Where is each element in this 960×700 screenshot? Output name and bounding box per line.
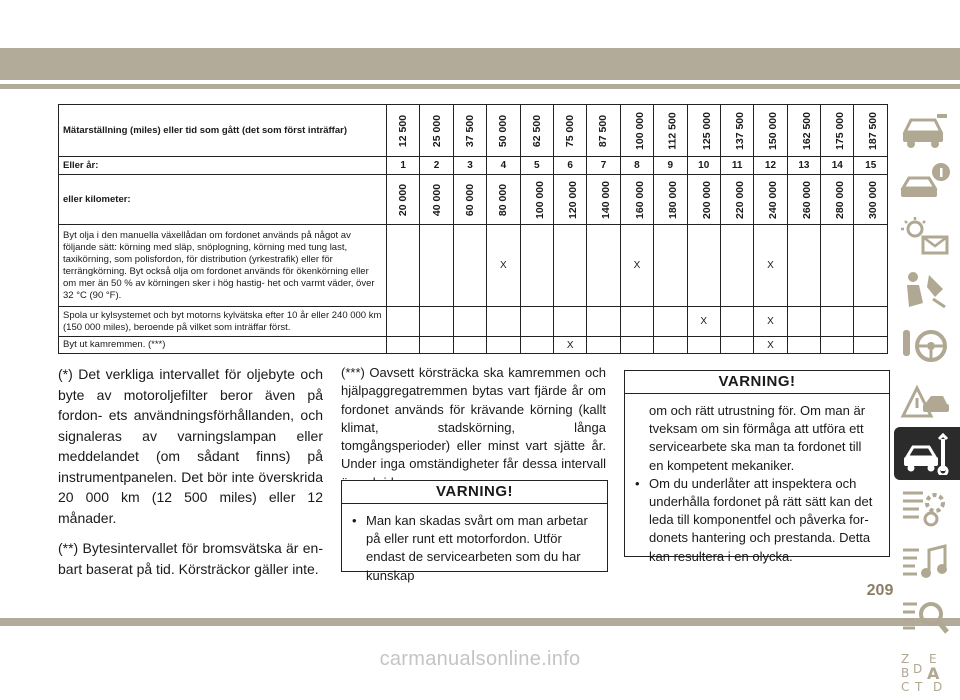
- km-value: 300 000: [867, 180, 880, 219]
- interval-mark-cell: [720, 307, 753, 337]
- miles-cell: [754, 105, 787, 157]
- miles-value: 125 000: [700, 111, 713, 150]
- interval-mark-cell: [453, 307, 486, 337]
- chapter-tab-specifications-gears[interactable]: [890, 482, 960, 535]
- interval-mark-cell: [520, 225, 553, 307]
- km-value: 40 000: [430, 183, 443, 216]
- km-cell: [453, 175, 486, 225]
- km-cell: [553, 175, 586, 225]
- chapter-tab-dashboard-lights[interactable]: [890, 209, 960, 262]
- interval-mark-cell: [720, 225, 753, 307]
- interval-mark-cell: [821, 225, 854, 307]
- table-year-row: [59, 157, 888, 175]
- interval-mark-cell: [720, 337, 753, 354]
- warning-title: VARNING!: [342, 481, 607, 504]
- km-value: 180 000: [667, 180, 680, 219]
- header-label: Mätarställning (miles) eller tid som gått (det som först inträffar): [59, 105, 387, 157]
- top-decor-band: [0, 48, 960, 80]
- km-value: 280 000: [834, 180, 847, 219]
- km-value: 260 000: [800, 180, 813, 219]
- interval-mark-cell: X: [754, 225, 787, 307]
- miles-cell: [654, 105, 687, 157]
- km-value: 200 000: [700, 180, 713, 219]
- km-cell: [821, 175, 854, 225]
- year-cell: 6: [553, 157, 586, 175]
- miles-value: 137 500: [733, 111, 746, 150]
- miles-value: 87 500: [597, 114, 610, 147]
- km-value: 60 000: [463, 183, 476, 216]
- miles-cell: [854, 105, 888, 157]
- table-row: [59, 337, 888, 354]
- svg-text:E: E: [929, 651, 937, 666]
- interval-mark-cell: [520, 337, 553, 354]
- year-cell: 13: [787, 157, 820, 175]
- interval-mark-cell: X: [754, 337, 787, 354]
- interval-mark-cell: [654, 225, 687, 307]
- year-label: Eller år:: [59, 157, 387, 175]
- svg-text:T: T: [915, 679, 923, 693]
- interval-mark-cell: [620, 307, 653, 337]
- top-decor-line: [0, 84, 960, 89]
- specifications-gears-icon: [899, 487, 951, 529]
- interval-mark-cell: [520, 307, 553, 337]
- interval-mark-cell: [553, 307, 586, 337]
- interval-mark-cell: [821, 337, 854, 354]
- interval-mark-cell: X: [487, 225, 520, 307]
- km-value: 20 000: [397, 183, 410, 216]
- km-cell: [654, 175, 687, 225]
- miles-value: 150 000: [767, 111, 780, 150]
- miles-cell: [587, 105, 620, 157]
- km-value: 240 000: [767, 180, 780, 219]
- year-cell: 4: [487, 157, 520, 175]
- miles-cell: [520, 105, 553, 157]
- interval-mark-cell: [854, 337, 888, 354]
- bullet-dot: •: [635, 475, 640, 491]
- interval-mark-cell: [553, 225, 586, 307]
- car-key-icon: [899, 106, 951, 148]
- year-cell: 2: [420, 157, 453, 175]
- interval-mark-cell: [654, 307, 687, 337]
- warning-bullet-text: Om du underlåter att inspektera och underhålla fordonet på rätt sätt kan det leda till komponentfel och påverka for- donets hantering och prestanda. Detta kan resultera i en olycka.: [649, 475, 873, 564]
- svg-text:A: A: [927, 663, 940, 683]
- interval-mark-cell: [587, 307, 620, 337]
- km-cell: [687, 175, 720, 225]
- index-search-icon: [899, 596, 951, 638]
- interval-mark-cell: [453, 225, 486, 307]
- interval-mark-cell: [821, 307, 854, 337]
- task-label: Byt olja i den manuella växellådan om fordonet används på något av följande sätt: körning med släp, snöplogning, körning med tung last, taxikörning, som polisfordon, för distribution (yrkestrafik) eller för terrängkörning. Byt också olja om fordonet används för ökenkörning eller om mer än 50 % av körningen sker i hög hastig- het och varmt väder, över 32 °C (90 °F).: [59, 225, 387, 307]
- miles-value: 62 500: [530, 114, 543, 147]
- km-cell: [854, 175, 888, 225]
- task-label: Byt ut kamremmen. (***): [59, 337, 387, 354]
- seatbelt-airbag-icon: [899, 269, 951, 311]
- miles-cell: [453, 105, 486, 157]
- km-cell: [587, 175, 620, 225]
- interval-mark-cell: [587, 225, 620, 307]
- miles-cell: [420, 105, 453, 157]
- year-cell: 15: [854, 157, 888, 175]
- warning-box-1: [341, 480, 608, 583]
- miles-cell: [787, 105, 820, 157]
- year-cell: 7: [587, 157, 620, 175]
- dashboard-lights-icon: [899, 215, 951, 257]
- chapter-tab-car-info[interactable]: [890, 155, 960, 208]
- km-cell: [720, 175, 753, 225]
- warning-bullet: [352, 512, 597, 585]
- miles-cell: [487, 105, 520, 157]
- watermark: carmanualsonline.info: [379, 648, 581, 670]
- km-value: 120 000: [566, 180, 579, 219]
- warning-title: VARNING!: [625, 371, 889, 394]
- year-cell: 9: [654, 157, 687, 175]
- interval-mark-cell: [387, 307, 420, 337]
- interval-mark-cell: X: [553, 337, 586, 354]
- interval-mark-cell: [420, 337, 453, 354]
- multimedia-music-icon: [899, 542, 951, 584]
- interval-mark-cell: X: [687, 307, 720, 337]
- year-cell: 12: [754, 157, 787, 175]
- warning-box-2: [624, 370, 890, 564]
- miles-value: 75 000: [564, 114, 577, 147]
- miles-value: 12 500: [397, 114, 410, 147]
- miles-value: 162 500: [800, 111, 813, 150]
- km-value: 160 000: [633, 180, 646, 219]
- interval-mark-cell: [420, 225, 453, 307]
- miles-cell: [620, 105, 653, 157]
- interval-mark-cell: [687, 225, 720, 307]
- km-label: eller kilometer:: [59, 175, 387, 225]
- service-car-wrench-icon: [901, 433, 953, 475]
- interval-mark-cell: [654, 337, 687, 354]
- svg-text:Z: Z: [901, 651, 910, 666]
- car-info-icon: [899, 160, 951, 202]
- miles-value: 112 500: [666, 111, 679, 150]
- chapter-tab-emergency-triangle[interactable]: [890, 373, 960, 426]
- svg-text:C: C: [901, 679, 910, 693]
- year-cell: 14: [821, 157, 854, 175]
- footnotes-middle-column: [341, 364, 606, 492]
- interval-mark-cell: [387, 337, 420, 354]
- interval-mark-cell: X: [620, 225, 653, 307]
- emergency-triangle-icon: [899, 378, 951, 420]
- km-cell: [420, 175, 453, 225]
- km-cell: [754, 175, 787, 225]
- year-cell: 1: [387, 157, 420, 175]
- starting-driving-icon: [899, 324, 951, 366]
- interval-mark-cell: [487, 307, 520, 337]
- interval-mark-cell: X: [754, 307, 787, 337]
- interval-mark-cell: [487, 337, 520, 354]
- year-cell: 8: [620, 157, 653, 175]
- chapter-tab-seatbelt-airbag[interactable]: [890, 264, 960, 317]
- year-cell: 5: [520, 157, 553, 175]
- year-cell: 10: [687, 157, 720, 175]
- miles-value: 175 000: [834, 111, 847, 150]
- interval-mark-cell: [787, 307, 820, 337]
- miles-value: 187 500: [867, 111, 880, 150]
- svg-text:B: B: [901, 665, 910, 680]
- chapter-tab-sidebar: [890, 100, 960, 700]
- miles-cell: [720, 105, 753, 157]
- km-cell: [620, 175, 653, 225]
- interval-mark-cell: [420, 307, 453, 337]
- footnote-brake-fluid: (**) Bytesintervallet för bromsvätska är en- bart baserat på tid. Körsträckor gäller inte.: [58, 540, 323, 577]
- svg-text:D: D: [913, 661, 923, 676]
- chapter-tab-starting-driving[interactable]: [890, 318, 960, 371]
- km-cell: [387, 175, 420, 225]
- interval-mark-cell: [387, 225, 420, 307]
- km-value: 100 000: [533, 180, 546, 219]
- miles-value: 25 000: [430, 114, 443, 147]
- km-value: 140 000: [600, 180, 613, 219]
- table-km-row: [59, 175, 888, 225]
- warning-bullet-text: Man kan skadas svårt om man arbetar på eller runt ett motorfordon. Utför endast de servicearbeten som du har kunskap: [366, 513, 588, 583]
- km-value: 220 000: [733, 180, 746, 219]
- interval-mark-cell: [687, 337, 720, 354]
- km-cell: [520, 175, 553, 225]
- miles-cell: [553, 105, 586, 157]
- table-row: [59, 307, 888, 337]
- km-value: 80 000: [497, 183, 510, 216]
- table-header-row: [59, 105, 888, 157]
- year-cell: 11: [720, 157, 753, 175]
- interval-mark-cell: [587, 337, 620, 354]
- year-cell: 3: [453, 157, 486, 175]
- miles-value: 50 000: [497, 114, 510, 147]
- warning-continued-text: om och rätt utrustning för. Om man är tveksam om sin förmåga att utföra ett servicearbete ska man ta fordonet till en kompetent mekaniker.: [649, 403, 866, 473]
- interval-mark-cell: [453, 337, 486, 354]
- interval-mark-cell: [787, 225, 820, 307]
- page-number: 209: [866, 582, 894, 599]
- interval-mark-cell: [854, 225, 888, 307]
- bullet-dot: •: [352, 513, 357, 528]
- miles-cell: [687, 105, 720, 157]
- bottom-decor-band: [0, 618, 960, 626]
- km-cell: [487, 175, 520, 225]
- chapter-tab-car-key[interactable]: [890, 100, 960, 153]
- svg-text:D: D: [933, 679, 943, 693]
- footnote-oil-change: (*) Det verkliga intervallet för oljebyte och byte av motoroljefilter beror även på fordon- ets användningsförhållanden, och signaleras av varningslampan eller meddelandet (om sådant finns) på instrumentpanelen. Det bör inte överskrida 20 000 km (12 500 miles) eller 12 månader.: [58, 366, 323, 526]
- interval-mark-cell: [787, 337, 820, 354]
- maintenance-schedule-table: [58, 104, 888, 354]
- table-row: [59, 225, 888, 307]
- km-cell: [787, 175, 820, 225]
- miles-cell: [387, 105, 420, 157]
- chapter-tab-service-car-wrench[interactable]: [894, 427, 960, 480]
- interval-mark-cell: [620, 337, 653, 354]
- interval-mark-cell: [854, 307, 888, 337]
- footnotes-left-column: [58, 364, 323, 589]
- warning-bullet: [635, 475, 879, 566]
- miles-cell: [821, 105, 854, 157]
- task-label: Spola ur kylsystemet och byt motorns kylvätska efter 10 år eller 240 000 km (150 000 miles), beroende på vilket som inträffar först.: [59, 307, 387, 337]
- miles-value: 100 000: [633, 111, 646, 150]
- miles-value: 37 500: [463, 114, 476, 147]
- footnote-timing-belt: (***) Oavsett körsträcka ska kamremmen och hjälpaggregatremmen bytas vart fjärde år om fordonet används för krävande körning (kallt klimat, stadskörning, långa tomgångsperioder) eller minst vart sjätte år. Under inga omständigheter får dessa intervall: [341, 365, 606, 472]
